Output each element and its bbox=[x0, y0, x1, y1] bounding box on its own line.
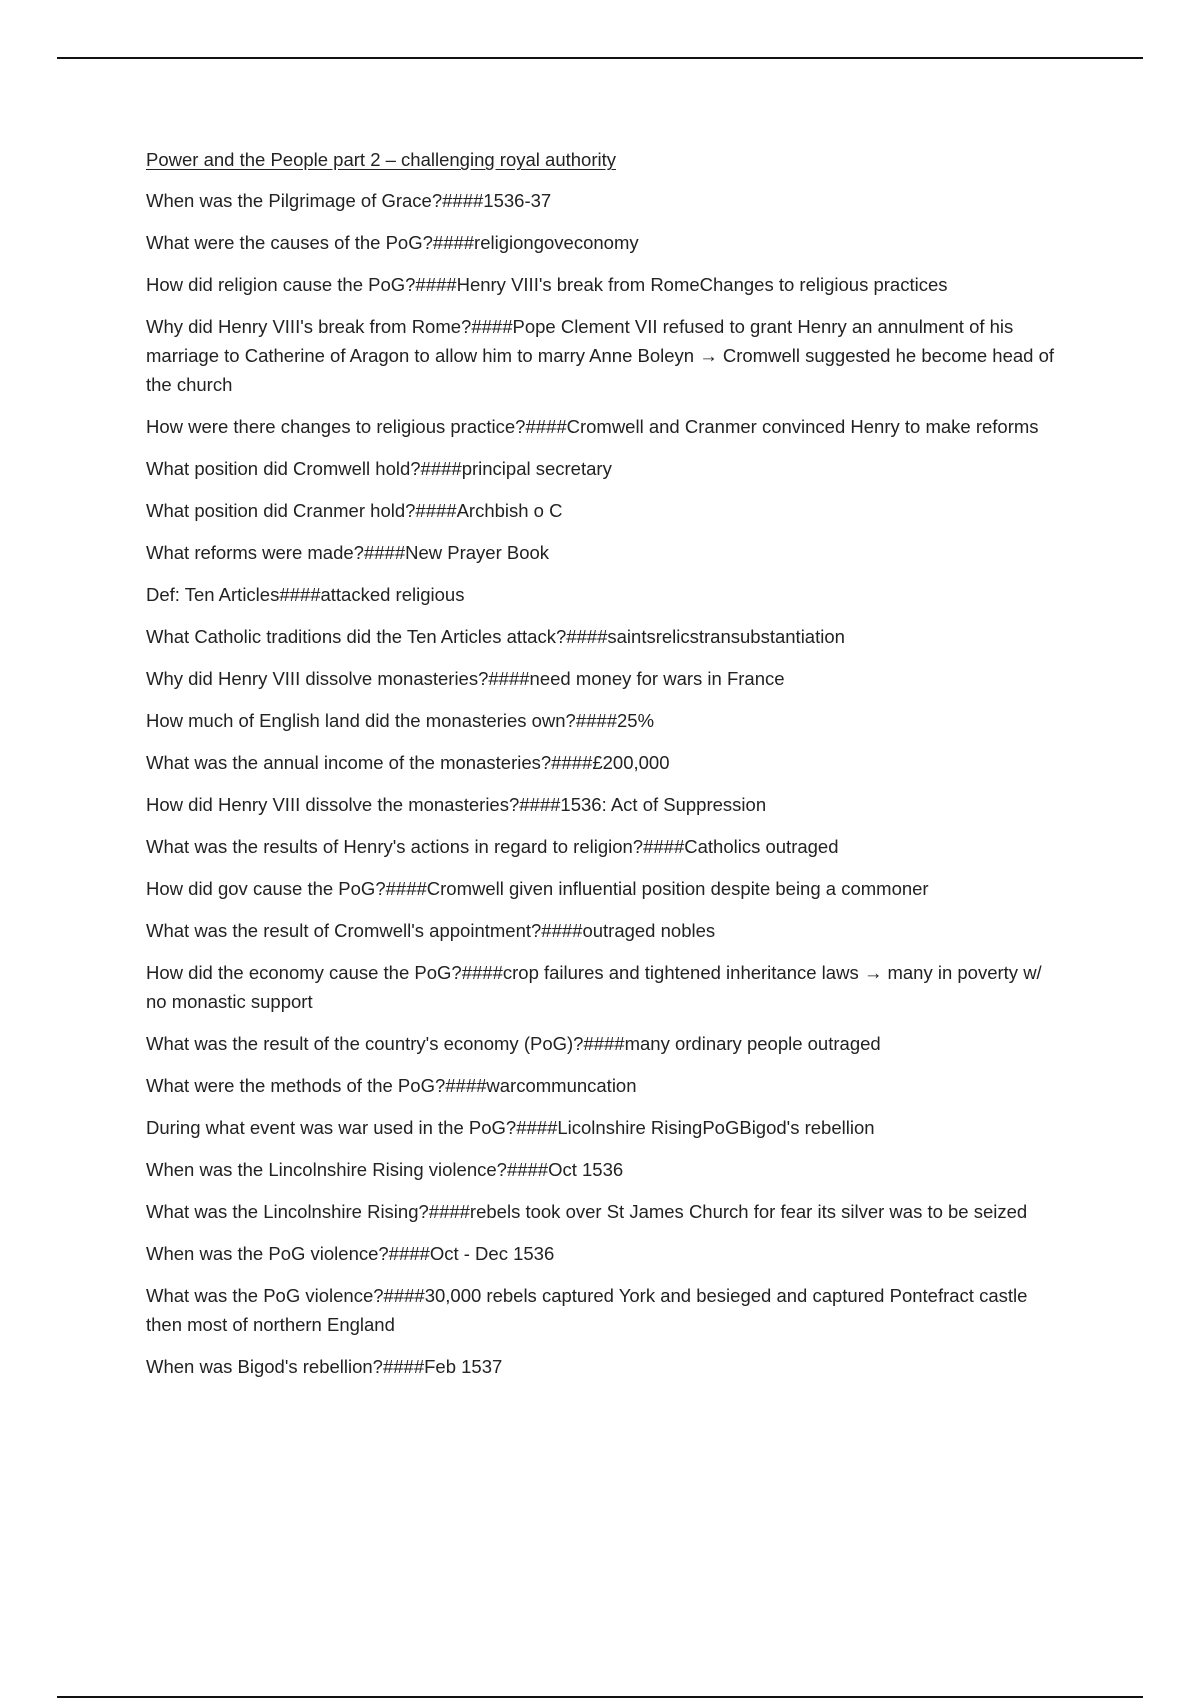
flashcard-line: What was the Lincolnshire Rising?####rebels took over St James Church for fear its silver was to be seized bbox=[146, 1201, 1028, 1222]
flashcard-line: When was Bigod's rebellion?####Feb 1537 bbox=[146, 1356, 503, 1377]
flashcard-line: When was the PoG violence?####Oct - Dec 1536 bbox=[146, 1243, 555, 1264]
document-body bbox=[146, 145, 1066, 1394]
footer-rule bbox=[57, 1696, 1143, 1698]
flashcard-line: What position did Cranmer hold?####Archbish o C bbox=[146, 500, 563, 521]
flashcard-line: What Catholic traditions did the Ten Articles attack?####saintsrelicstransubstantiation bbox=[146, 626, 845, 647]
flashcard-line: What were the methods of the PoG?####warcommuncation bbox=[146, 1075, 637, 1096]
flashcard-line: What was the results of Henry's actions in regard to religion?####Catholics outraged bbox=[146, 836, 839, 857]
flashcard-line: What reforms were made?####New Prayer Book bbox=[146, 542, 550, 563]
document-title: Power and the People part 2 – challenging royal authority bbox=[146, 149, 616, 170]
flashcard-line: Why did Henry VIII's break from Rome?####Pope Clement VII refused to grant Henry an annulment of his marriage to Catherine of Aragon to allow him to marry Anne Boleyn → Cromwell suggested he become head of the church bbox=[146, 316, 1055, 395]
flashcard-line: How much of English land did the monasteries own?####25% bbox=[146, 710, 655, 731]
flashcard-line: What was the result of Cromwell's appointment?####outraged nobles bbox=[146, 920, 716, 941]
flashcard-line: Why did Henry VIII dissolve monasteries?####need money for wars in France bbox=[146, 668, 785, 689]
flashcard-line: How did gov cause the PoG?####Cromwell given influential position despite being a commoner bbox=[146, 878, 929, 899]
header-rule bbox=[57, 57, 1143, 59]
flashcard-line: During what event was war used in the PoG?####Licolnshire RisingPoGBigod's rebellion bbox=[146, 1117, 875, 1138]
flashcard-line: What was the annual income of the monasteries?####£200,000 bbox=[146, 752, 670, 773]
flashcard-line: When was the Lincolnshire Rising violence?####Oct 1536 bbox=[146, 1159, 624, 1180]
flashcard-line: How were there changes to religious practice?####Cromwell and Cranmer convinced Henry to make reforms bbox=[146, 416, 1039, 437]
flashcard-line: What was the PoG violence?####30,000 rebels captured York and besieged and captured Pontefract castle then most of northern England bbox=[146, 1285, 1028, 1335]
flashcard-line: How did the economy cause the PoG?####crop failures and tightened inheritance laws → many in poverty w/ no monastic support bbox=[146, 962, 1042, 1012]
flashcard-line: Def: Ten Articles####attacked religious bbox=[146, 584, 465, 605]
flashcard-line: How did religion cause the PoG?####Henry VIII's break from RomeChanges to religious practices bbox=[146, 274, 948, 295]
flashcard-line: How did Henry VIII dissolve the monasteries?####1536: Act of Suppression bbox=[146, 794, 767, 815]
flashcard-line: What were the causes of the PoG?####religiongoveconomy bbox=[146, 232, 639, 253]
flashcard-line: What position did Cromwell hold?####principal secretary bbox=[146, 458, 612, 479]
flashcard-line: When was the Pilgrimage of Grace?####1536-37 bbox=[146, 190, 552, 211]
flashcard-line: What was the result of the country's economy (PoG)?####many ordinary people outraged bbox=[146, 1033, 881, 1054]
